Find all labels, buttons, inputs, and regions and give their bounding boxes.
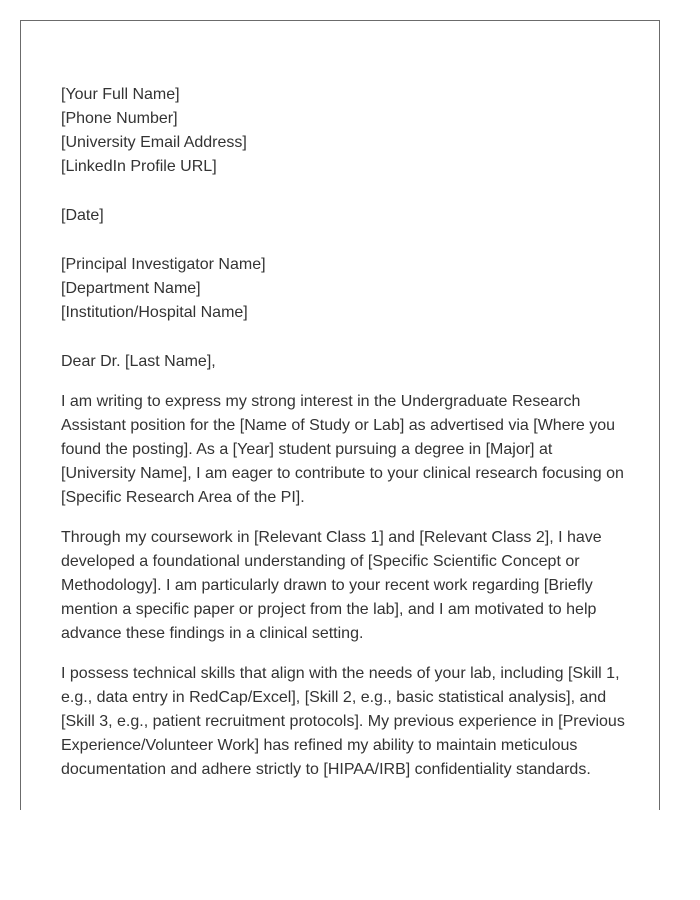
body-paragraph-3: I possess technical skills that align with the needs of your lab, including [Skill 1, e.g., data entry in RedCap/Excel], [Skill 2, e.g., basic statistical analysis], and [Skill 3, e.g., patient recruitment protocols]. My previous experience in [Previous Experience/Volunteer Work] has refined my ability to maintain meticulous documentation and adhere strictly to [HIPAA/IRB] confidentiality standards.	[61, 665, 625, 778]
recipient-institution: [Institution/Hospital Name]	[61, 304, 248, 321]
sender-email: [University Email Address]	[61, 134, 247, 151]
recipient-block	[61, 253, 631, 325]
letter-date: [Date]	[61, 207, 104, 224]
sender-phone: [Phone Number]	[61, 110, 178, 127]
spacer	[61, 179, 631, 204]
body-paragraph-1: I am writing to express my strong interest in the Undergraduate Research Assistant position for the [Name of Study or Lab] as advertised via [Where you found the posting]. As a [Year] student pursuing a degree in [Major] at [University Name], I am eager to contribute to your clinical research focusing on [Specific Research Area of the PI].	[61, 393, 624, 506]
salutation: Dear Dr. [Last Name],	[61, 353, 216, 370]
body-paragraph-2: Through my coursework in [Relevant Class 1] and [Relevant Class 2], I have developed a foundational understanding of [Specific Scientific Concept or Methodology]. I am particularly drawn to your recent work regarding [Briefly mention a specific paper or project from the lab], and I am motivated to help advance these findings in a clinical setting.	[61, 529, 602, 642]
date-block	[61, 204, 631, 228]
spacer	[61, 228, 631, 253]
sender-name: [Your Full Name]	[61, 86, 180, 103]
letter-page	[20, 20, 660, 810]
recipient-department: [Department Name]	[61, 280, 201, 297]
sender-linkedin: [LinkedIn Profile URL]	[61, 158, 217, 175]
letter-content	[61, 83, 631, 782]
recipient-name: [Principal Investigator Name]	[61, 256, 266, 273]
sender-block	[61, 83, 631, 179]
